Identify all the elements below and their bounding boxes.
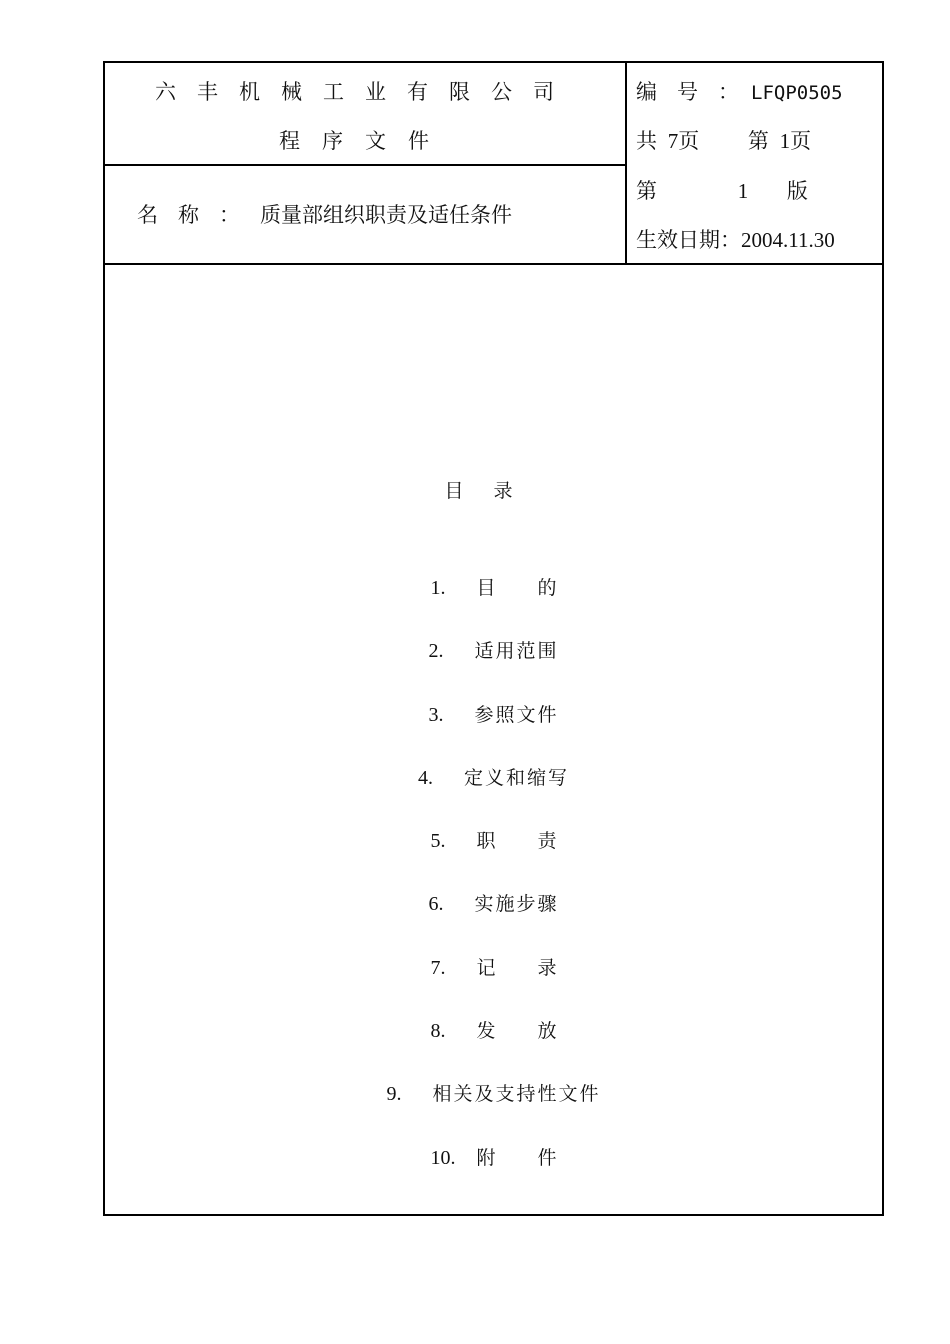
toc-item	[105, 1079, 882, 1142]
header-divider-left	[105, 164, 625, 166]
effective-date-row	[636, 225, 835, 255]
toc-item-number: 9.	[386, 1083, 402, 1106]
toc-item	[105, 763, 882, 826]
company-name: 六丰机械工业有限公司	[155, 80, 575, 104]
toc-item	[105, 1143, 882, 1206]
header-column-divider	[625, 63, 627, 264]
effective-date-value: 2004.11.30	[741, 228, 835, 252]
toc-item-number: 8.	[430, 1020, 446, 1043]
toc-item-number: 7.	[430, 956, 446, 979]
total-pages-value: 7	[667, 129, 679, 153]
toc-title: 目录	[444, 480, 543, 502]
toc-item	[105, 826, 882, 889]
toc-list	[105, 573, 882, 1206]
current-page-value: 1	[779, 129, 791, 153]
toc-item	[105, 953, 882, 1016]
toc-item-text: 相关及支持性文件	[432, 1083, 601, 1106]
toc-item-text: 记录	[476, 956, 599, 979]
page-count-row	[636, 126, 811, 156]
document-frame	[103, 61, 884, 1216]
effective-date-label: 生效日期：	[636, 228, 741, 252]
edition-suffix: 版	[786, 179, 808, 203]
total-pages-prefix: 共	[636, 129, 657, 153]
toc-item-number: 5.	[430, 830, 446, 853]
toc-item	[105, 700, 882, 763]
toc-item-number: 4.	[417, 766, 433, 789]
toc-item-number: 1.	[430, 577, 446, 599]
toc-item-text: 目的	[476, 577, 599, 599]
current-page-suffix: 页	[790, 129, 812, 153]
toc-item-text: 发放	[476, 1020, 599, 1043]
toc-item-text: 定义和缩写	[463, 766, 569, 789]
toc-item	[105, 889, 882, 952]
edition-prefix: 第	[636, 179, 657, 203]
toc-item	[105, 573, 882, 636]
document-code-label: 编号：	[636, 80, 759, 104]
document-name-row	[137, 200, 512, 230]
document-code	[636, 77, 843, 108]
edition-value: 1	[737, 179, 749, 203]
toc-item-text: 实施步骤	[474, 893, 559, 916]
toc-item-number: 6.	[428, 893, 444, 916]
toc-item-number: 2.	[428, 640, 444, 663]
header-bottom-border	[105, 263, 882, 265]
toc-item	[105, 636, 882, 699]
current-page-prefix: 第	[747, 129, 769, 153]
document-name-label: 名称：	[137, 203, 260, 227]
toc-item-number: 3.	[428, 703, 444, 726]
document-name-value: 质量部组织职责及适任条件	[260, 203, 512, 227]
toc-item-text: 附件	[476, 1146, 599, 1169]
total-pages-suffix: 页	[678, 129, 700, 153]
document-code-value: LFQP0505	[751, 82, 843, 104]
toc-item	[105, 1016, 882, 1079]
toc-item-text: 职责	[476, 830, 599, 853]
document-type: 程序文件	[279, 129, 451, 153]
toc-item-text: 适用范围	[474, 640, 559, 663]
toc-item-number: 10.	[430, 1146, 456, 1169]
edition-row	[636, 176, 808, 206]
toc-item-text: 参照文件	[474, 703, 559, 726]
